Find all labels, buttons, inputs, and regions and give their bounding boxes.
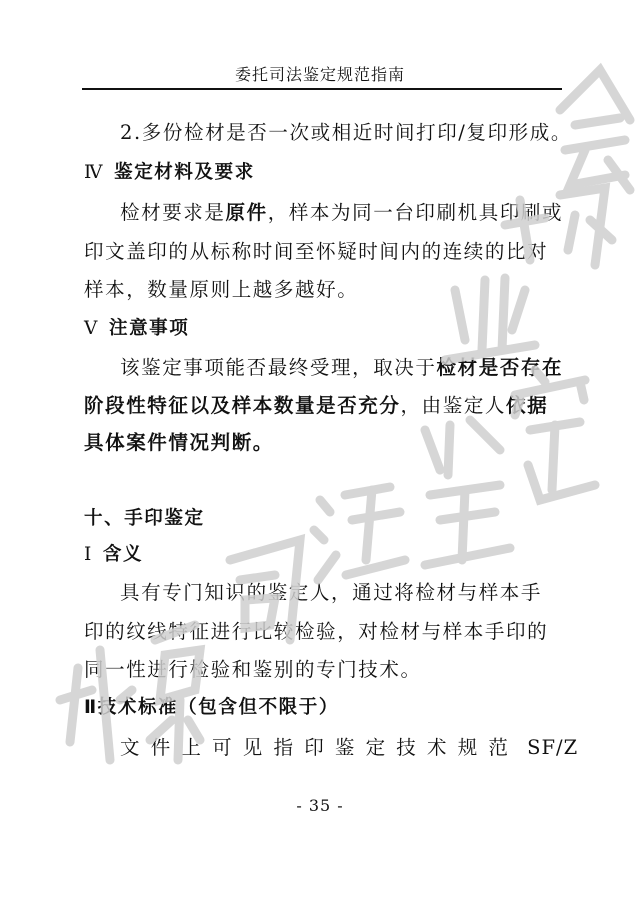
heading-text: 含义 xyxy=(102,544,144,565)
text-run: 文件上可见指印鉴定技术规范 xyxy=(120,736,520,759)
bold-text-run: 依据 xyxy=(506,394,549,417)
paragraph-line xyxy=(120,120,572,146)
roman-numeral: Ⅴ xyxy=(84,318,99,339)
heading-text: 鉴定材料及要求 xyxy=(114,162,255,183)
section-heading-iv xyxy=(84,160,564,186)
paragraph-line xyxy=(120,200,564,226)
section-heading-ii xyxy=(84,695,564,721)
text-run: 同一性进行检验和鉴别的专门技术。 xyxy=(84,658,422,681)
roman-numeral: Ⅳ xyxy=(84,162,105,183)
text-run: ，由鉴定人 xyxy=(400,394,507,417)
text-run: 样本，数量原则上越多越好。 xyxy=(84,278,359,301)
text-run: 检材要求是 xyxy=(120,201,226,224)
running-header-title: 委托司法鉴定规范指南 xyxy=(234,65,405,84)
bold-text-run: 检材是否存在 xyxy=(436,356,564,379)
section-heading-i xyxy=(84,542,564,568)
paragraph-line xyxy=(120,580,564,606)
text-run: 印文盖印的从标称时间至怀疑时间内的连续的比对 xyxy=(84,240,549,263)
paragraph-line xyxy=(84,657,564,683)
heading-text: 十、手印鉴定 xyxy=(84,508,205,529)
bold-text-run: 原件 xyxy=(225,201,268,224)
bold-text-run: 具体案件情况判断。 xyxy=(84,431,274,454)
heading-text: Ⅱ技术标准（包含但不限于） xyxy=(84,697,339,718)
paragraph-line xyxy=(120,355,564,381)
paragraph-line xyxy=(84,619,564,645)
standard-code: SF/Z xyxy=(527,736,579,759)
text-run: 2.多份检材是否一次或相近时间打印/复印形成。 xyxy=(120,121,572,144)
text-run: 印的纹线特征进行比较检验，对检材与样本手印的 xyxy=(84,620,549,643)
paragraph-line xyxy=(84,277,564,303)
paragraph-line xyxy=(84,239,564,265)
text-run: 具有专门知识的鉴定人，通过将检材与样本手 xyxy=(120,581,543,604)
bold-text-run: 阶段性特征以及样本数量是否充分 xyxy=(84,394,401,417)
paragraph-line xyxy=(120,735,579,761)
roman-numeral: Ⅰ xyxy=(84,544,93,565)
text-run: 该鉴定事项能否最终受理，取决于 xyxy=(120,356,437,379)
section-heading-10 xyxy=(84,506,564,532)
heading-text: 注意事项 xyxy=(108,318,190,339)
text-run: ，样本为同一台印刷机具印刷或 xyxy=(267,201,564,224)
header-rule xyxy=(82,88,562,90)
paragraph-line xyxy=(84,430,564,456)
page-number: - 35 - xyxy=(296,796,344,815)
section-heading-v xyxy=(84,316,564,342)
paragraph-line xyxy=(84,393,564,419)
